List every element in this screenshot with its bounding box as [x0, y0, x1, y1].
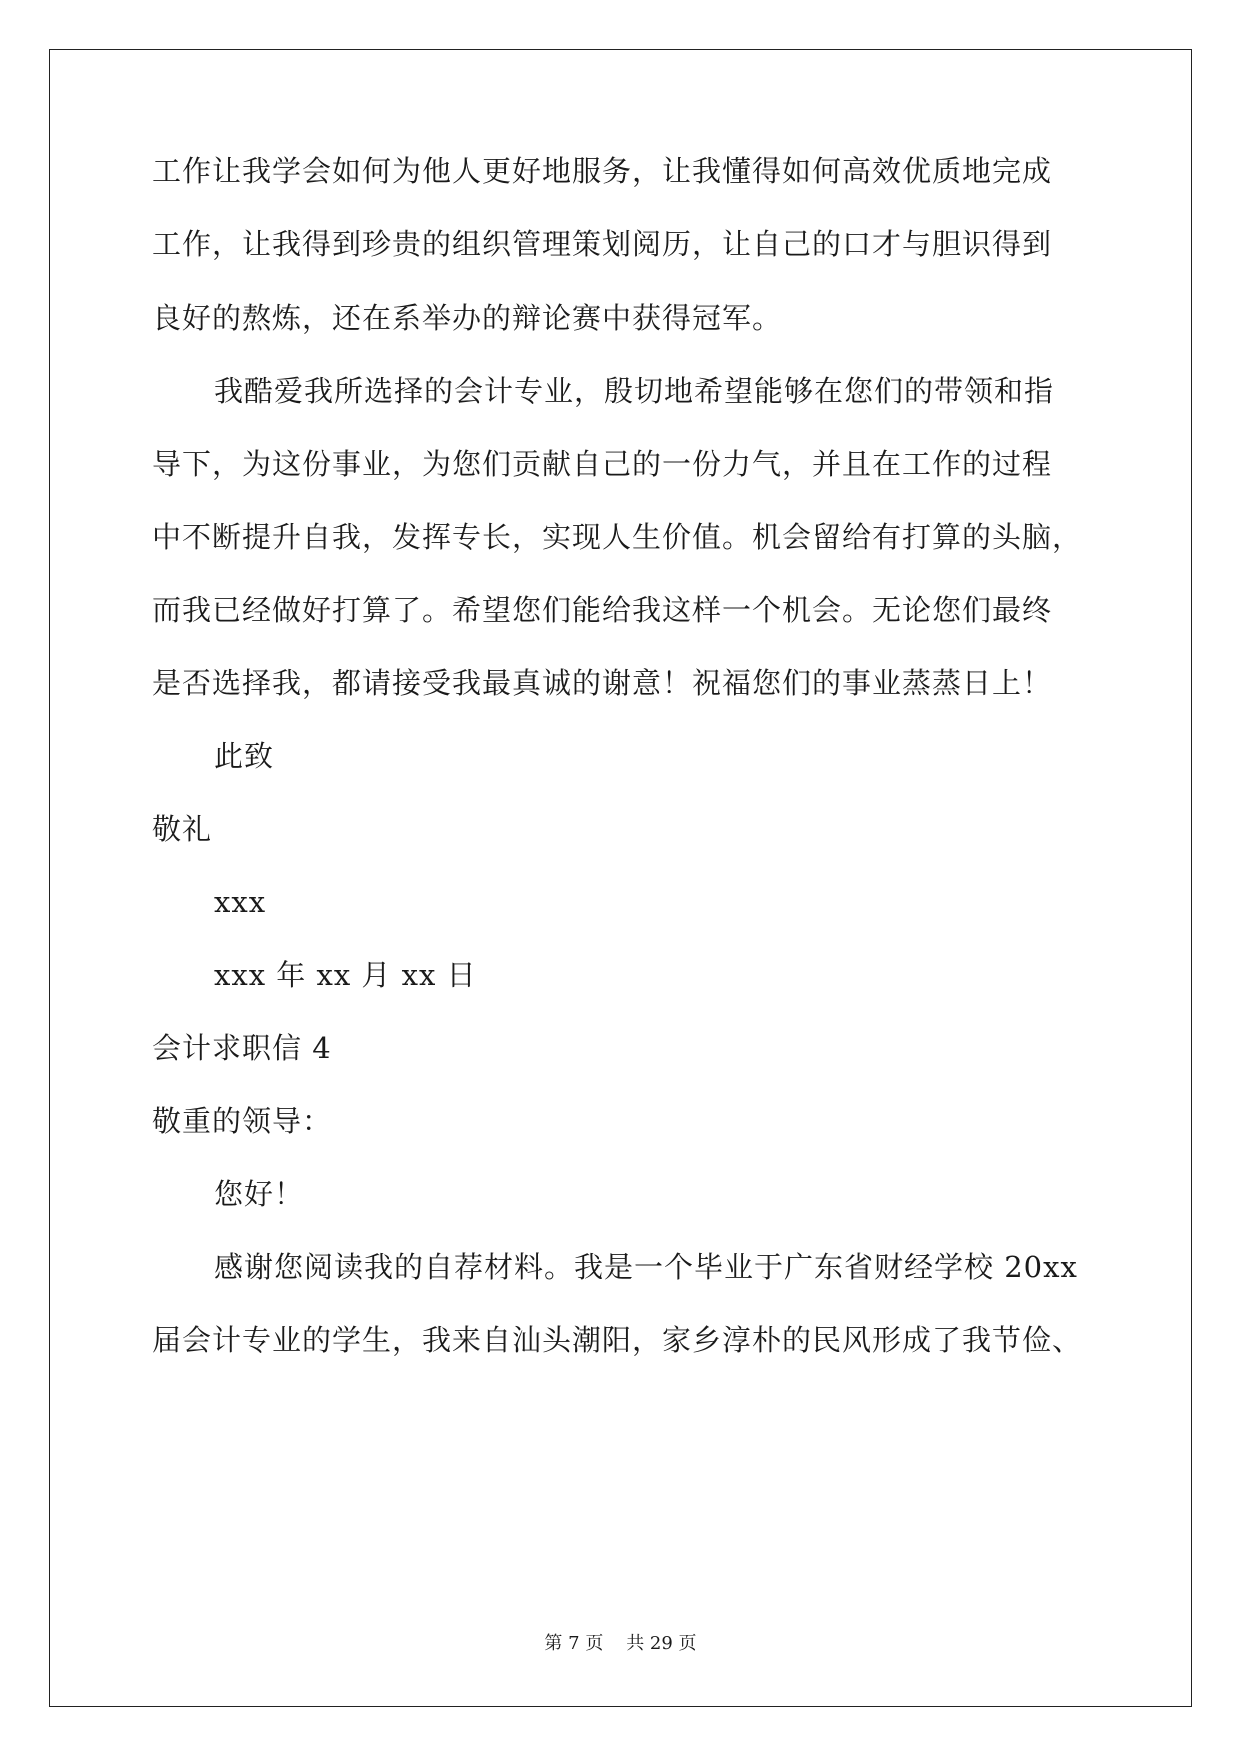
section-heading: 会计求职信 4 [152, 1031, 332, 1065]
signature-date: xxx 年 xx 月 xx 日 [214, 958, 477, 992]
text-line: 届会计专业的学生，我来自汕头潮阳，家乡淳朴的民风形成了我节俭、 [152, 1323, 1083, 1357]
text-line: 而我已经做好打算了。希望您们能给我这样一个机会。无论您们最终 [152, 593, 1053, 627]
page-footer [0, 1632, 1241, 1656]
signature-name: xxx [214, 885, 267, 919]
closing-respect: 敬礼 [152, 812, 213, 846]
text-line: 工作，让我得到珍贵的组织管理策划阅历，让自己的口才与胆识得到 [152, 227, 1053, 261]
greeting-line: 敬重的领导： [152, 1104, 333, 1138]
page-border [49, 49, 1192, 1707]
text-line: 工作让我学会如何为他人更好地服务，让我懂得如何高效优质地完成 [152, 154, 1053, 188]
text-line: 中不断提升自我，发挥专长，实现人生价值。机会留给有打算的头脑， [152, 520, 1083, 554]
paragraph-start-line: 我酷爱我所选择的会计专业，殷切地希望能够在您们的带领和指 [214, 374, 1055, 408]
closing-salutation: 此致 [214, 739, 275, 773]
text-line: 是否选择我，都请接受我最真诚的谢意！祝福您们的事业蒸蒸日上！ [152, 666, 1053, 700]
text-line: 良好的熬炼，还在系举办的辩论赛中获得冠军。 [152, 301, 783, 335]
paragraph-start-line: 感谢您阅读我的自荐材料。我是一个毕业于广东省财经学校 20xx [214, 1250, 1078, 1284]
greeting-hello: 您好！ [214, 1177, 305, 1211]
page-number-label: 第 7 页 共 29 页 [544, 1633, 697, 1654]
text-line: 导下，为这份事业，为您们贡献自己的一份力气，并且在工作的过程 [152, 447, 1053, 481]
